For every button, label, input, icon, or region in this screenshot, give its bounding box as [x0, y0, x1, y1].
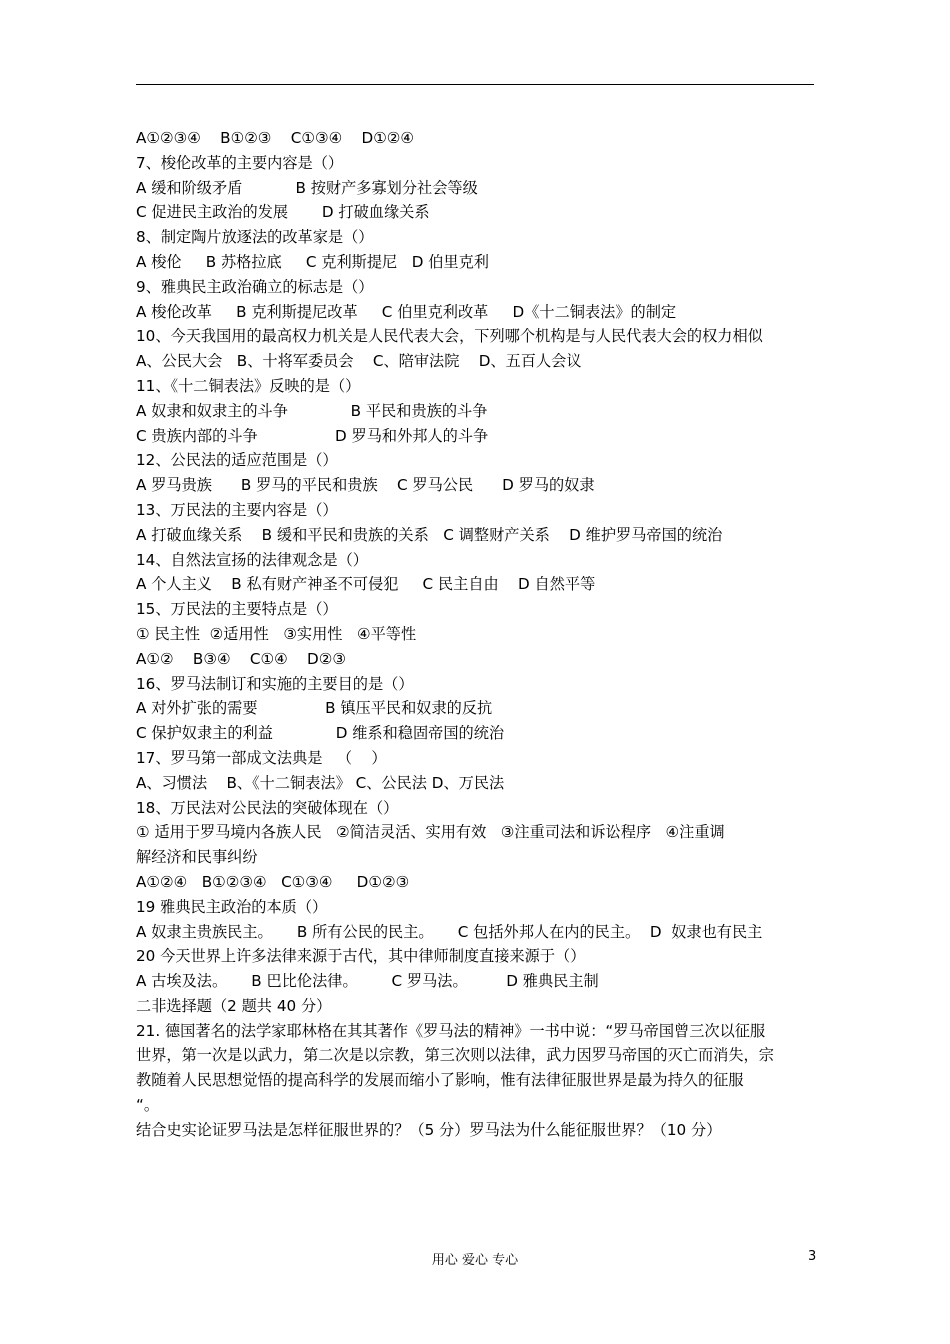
- text-line: 15、万民法的主要特点是（）: [136, 600, 338, 619]
- text-line: 21. 德国著名的法学家耶林格在其其著作《罗马法的精神》一书中说：“罗马帝国曾三次以征服: [136, 1021, 766, 1040]
- text-line: 11、《十二铜表法》反映的是（）: [136, 376, 361, 395]
- text-line: A 个人主义 B 私有财产神圣不可侵犯 C 民主自由 D 自然平等: [136, 575, 596, 594]
- text-line: 9、雅典民主政治确立的标志是（）: [136, 277, 374, 296]
- text-line: A①②③④ B①②③ C①③④ D①②④: [136, 129, 415, 147]
- text-line: 18、万民法对公民法的突破体现在（）: [136, 798, 399, 817]
- text-line: 19 雅典民主政治的本质（）: [136, 897, 328, 916]
- text-line: 12、公民法的适应范围是（）: [136, 451, 338, 470]
- text-line: C 促进民主政治的发展 D 打破血缘关系: [136, 203, 430, 222]
- text-line: A 打破血缘关系 B 缓和平民和贵族的关系 C 调整财产关系 D 维护罗马帝国的统治: [136, 525, 723, 544]
- text-line: 结合史实论证罗马法是怎样征服世界的？（5 分）罗马法为什么能征服世界？（10 分）: [136, 1120, 722, 1139]
- text-line: “。: [136, 1096, 160, 1115]
- text-line: 解经济和民事纠纷: [136, 848, 258, 867]
- text-line: A①②④ B①②③④ C①③④ D①②③: [136, 872, 410, 891]
- text-line: A 罗马贵族 B 罗马的平民和贵族 C 罗马公民 D 罗马的奴隶: [136, 476, 595, 495]
- text-line: 10、今天我国用的最高权力机关是人民代表大会，下列哪个机构是与人民代表大会的权力相似: [136, 327, 763, 346]
- text-line: ① 适用于罗马境内各族人民 ②简洁灵活、实用有效 ③注重司法和诉讼程序 ④注重调: [136, 823, 725, 842]
- footer-slogan: 用心 爱心 专心: [431, 1253, 519, 1268]
- document-body: [136, 126, 826, 1143]
- header-rule: [136, 84, 814, 85]
- text-line: A、习惯法 B、《十二铜表法》 C、公民法 D、万民法: [136, 773, 505, 792]
- text-line: ① 民主性 ②适用性 ③实用性 ④平等性: [136, 624, 417, 643]
- text-line: 20 今天世界上许多法律来源于古代，其中律师制度直接来源于（）: [136, 947, 586, 966]
- text-line: 17、罗马第一部成文法典是 （ ）: [136, 748, 387, 767]
- text-line: A 奴隶和奴隶主的斗争 B 平民和贵族的斗争: [136, 401, 488, 420]
- text-line: A 古埃及法。 B 巴比伦法律。 C 罗马法。 D 雅典民主制: [136, 972, 599, 991]
- text-line: 7、梭伦改革的主要内容是（）: [136, 153, 344, 172]
- text-line: A 奴隶主贵族民主。 B 所有公民的民主。 C 包括外邦人在内的民主。 D 奴隶也有民主: [136, 922, 763, 941]
- text-line: A 梭伦改革 B 克利斯提尼改革 C 伯里克利改革 D《十二铜表法》的制定: [136, 302, 677, 321]
- text-line: C 贵族内部的斗争 D 罗马和外邦人的斗争: [136, 426, 489, 445]
- text-line: 世界，第一次是以武力，第二次是以宗教，第三次则以法律，武力因罗马帝国的灭亡而消失，宗: [136, 1046, 774, 1065]
- text-line: A 缓和阶级矛盾 B 按财产多寡划分社会等级: [136, 178, 478, 197]
- text-line: A①② B③④ C①④ D②③: [136, 649, 346, 668]
- text-line: A 梭伦 B 苏格拉底 C 克利斯提尼 D 伯里克利: [136, 252, 489, 271]
- text-line: C 保护奴隶主的利益 D 维系和稳固帝国的统治: [136, 724, 505, 743]
- text-line: 教随着人民思想觉悟的提高科学的发展而缩小了影响，惟有法律征服世界是最为持久的征服: [136, 1071, 744, 1090]
- text-line: A、公民大会 B、十将军委员会 C、陪审法院 D、五百人会议: [136, 352, 582, 371]
- text-line: 二非选择题（2 题共 40 分）: [136, 996, 332, 1015]
- text-line: 14、自然法宣扬的法律观念是（）: [136, 550, 368, 569]
- text-line: 8、制定陶片放逐法的改革家是（）: [136, 228, 374, 247]
- text-line: 16、罗马法制订和实施的主要目的是（）: [136, 674, 414, 693]
- text-line: 13、万民法的主要内容是（）: [136, 500, 338, 519]
- page-number: 3: [808, 1249, 817, 1264]
- text-line: A 对外扩张的需要 B 镇压平民和奴隶的反抗: [136, 699, 493, 718]
